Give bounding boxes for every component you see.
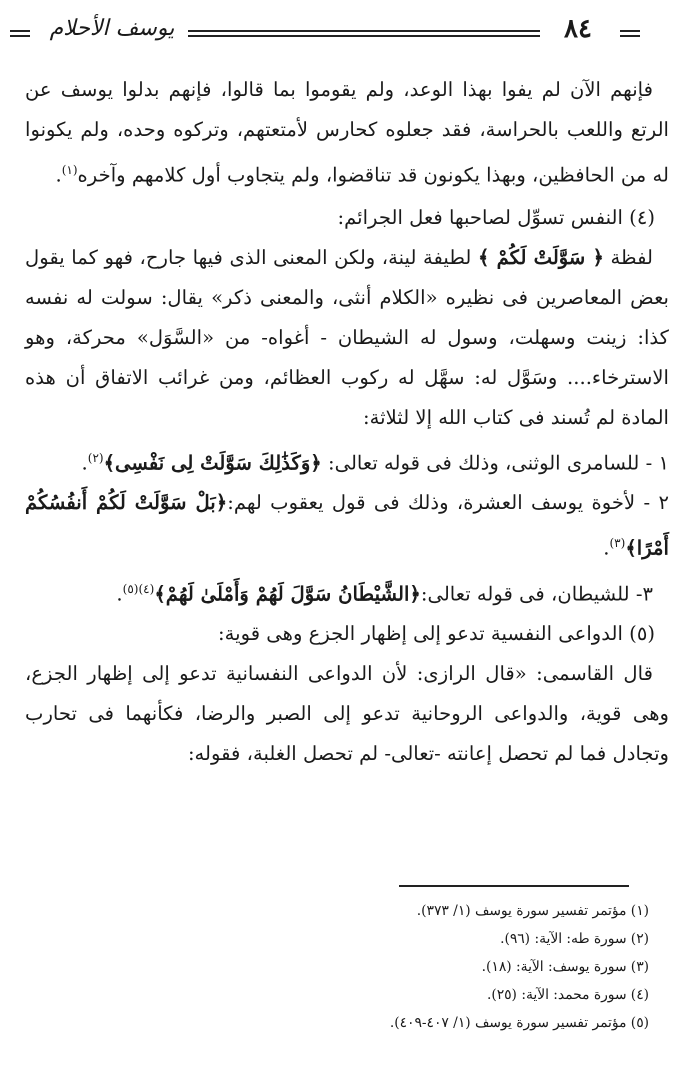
footnote-3: (٣) سورة يوسف: الآية: (١٨). [481, 959, 649, 975]
footnote-5: (٥) مؤتمر تفسير سورة يوسف (١/ ٤٠٧-٤٠٩). [389, 1015, 649, 1031]
body-text [25, 70, 669, 774]
list-item-1-text: ١ - للسامرى الوثنى، وذلك فى قوله تعالى: [328, 451, 669, 475]
section-heading-5: (٥) الدواعى النفسية تدعو إلى إظهار الجزع وهى قوية: [218, 622, 655, 646]
header-rule-middle [188, 30, 540, 41]
running-title: يوسف الأحلام [49, 16, 175, 41]
footnotes [25, 897, 669, 1037]
footnote-ref-1: (١) [61, 163, 78, 177]
footnote-1: (١) مؤتمر تفسير سورة يوسف (١/ ٣٧٣). [416, 903, 649, 919]
paragraph-word-sawwalat [25, 238, 669, 438]
paragraph-intro: فإنهم الآن لم يفوا بهذا الوعد، ولم يقوموا بما قالوا، فإنهم بدلوا يوسف عن الرتع واللعب بالحراسة، فقد جعلوه كحارس لأمتعتهم، وتركوه وحده، ولم يكونوا له من الحافظين، وبهذا يكونون قد تناقضوا، ولم يتجاوب أول كلامهم وآخره$^{(١)}$. [25, 78, 669, 187]
list-item-2: ٢ - لأخوة يوسف العشرة، وذلك فى قول يعقوب لهم:﴿بَلْ سَوَّلَتْ لَكُمْ أَنفُسُكُمْ أَمْرًا﴾$^{(٣)}$. [25, 491, 669, 560]
paragraph-word-text-a: لفظة [610, 245, 654, 269]
verse-muhammad-25: ﴿الشَّيْطَانُ سَوَّلَ لَهُمْ وَأَمْلَىٰ لَهُمْ﴾ [154, 582, 421, 606]
list-item-2-text: ٢ - لأخوة يوسف العشرة، وذلك فى قول يعقوب لهم: [227, 491, 669, 515]
verse-taha-96: ﴿وَكَذَٰلِكَ سَوَّلَتْ لِى نَفْسِى﴾ [103, 451, 322, 475]
paragraph-qasimi-quote: قال القاسمى: «قال الرازى: لأن الدواعى النفسانية تدعو إلى إظهار الجزع، وهى قوية، والدواعى الروحانية تدعو إلى الصبر والرضا، فكأنهما فى تحارب وتجادل فما لم تحصل إعانته -تعالى- لم تحصل الغلبة، فقوله: [25, 662, 669, 766]
footnote-2: (٢) سورة طه: الآية: (٩٦). [500, 931, 649, 947]
header-rule-left [10, 30, 30, 41]
footnote-separator [399, 885, 629, 887]
page-header [10, 16, 689, 60]
verse-sawwalat-lakum: ﴿ سَوَّلَتْ لَكُمْ ﴾ [477, 245, 604, 269]
page-number: ٨٤ [564, 14, 592, 44]
footnote-ref-4-5: (٤)(٥) [122, 581, 155, 596]
header-rule-right [620, 30, 640, 41]
paragraph-intro-text: فإنهم الآن لم يفوا بهذا الوعد، ولم يقوموا بما قالوا، فإنهم بدلوا يوسف عن الرتع واللعب بالحراسة، فقد جعلوه كحارس لأمتعتهم، وتركوه وحده، ولم يكونوا له من الحافظين، وبهذا يكونون قد تناقضوا، ولم يتجاوب أول كلامهم وآخره [25, 78, 669, 187]
list-item-3-text: ٣- للشيطان، فى قوله تعالى: [420, 582, 653, 606]
paragraph-word-text-b: لطيفة لينة، ولكن المعنى الذى فيها جارح، فهو كما يقول بعض المعاصرين فى نظيره «الكلام أنثى، والمعنى ذكر» يقال: سولت له نفسه كذا: زينت وسهلت، وسول له الشيطان - أغواه- من «السَّوَل» محركة، وهو الاسترخاء.... وسَوَّل له: سهَّل له ركوب العظائم، ومن غرائب الاتفاق أن هذه المادة لم تُسند فى كتاب الله إلا لثلاثة: [25, 245, 669, 429]
footnote-4: (٤) سورة محمد: الآية: (٢٥). [486, 987, 649, 1003]
list-item-1: ١ - للسامرى الوثنى، وذلك فى قوله تعالى: ﴿وَكَذَٰلِكَ سَوَّلَتْ لِى نَفْسِى﴾$^{(٢)}$. [81, 450, 669, 475]
verse-yusuf-18: ﴿بَلْ سَوَّلَتْ لَكُمْ أَنفُسُكُمْ أَمْرًا﴾ [25, 491, 669, 560]
section-heading-4: (٤) النفس تسوِّل لصاحبها فعل الجرائم: [337, 205, 655, 229]
footnote-ref-2: (٢) [87, 450, 104, 465]
footnote-ref-3: (٣) [609, 536, 626, 551]
list-item-3: ٣- للشيطان، فى قوله تعالى:﴿الشَّيْطَانُ سَوَّلَ لَهُمْ وَأَمْلَىٰ لَهُمْ﴾$^{(٤)(٥)}$. [116, 581, 653, 606]
